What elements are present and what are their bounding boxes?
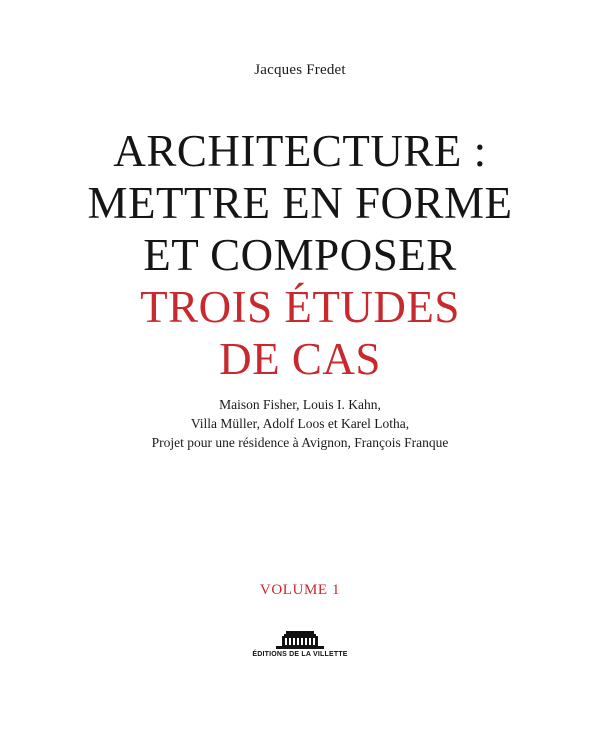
author-name: Jacques Fredet	[254, 62, 346, 78]
publisher-name: ÉDITIONS DE LA VILLETTE	[252, 651, 348, 658]
subtitle-line-3: Projet pour une résidence à Avignon, François Franque	[151, 435, 449, 450]
publisher-mark	[0, 630, 600, 658]
volume-label: VOLUME 1	[259, 582, 341, 598]
book-title	[0, 125, 600, 385]
building-facade-icon	[270, 630, 330, 650]
title-red-line-1: TROIS ÉTUDES	[140, 282, 460, 332]
title-line-3: ET COMPOSER	[143, 230, 457, 280]
title-line-2: METTRE EN FORME	[87, 178, 513, 228]
title-line-1: ARCHITECTURE :	[113, 126, 487, 176]
title-red-line-2: DE CAS	[219, 334, 381, 384]
book-subtitle	[0, 395, 600, 452]
subtitle-line-2: Villa Müller, Adolf Loos et Karel Lotha,	[190, 416, 410, 431]
subtitle-line-1: Maison Fisher, Louis I. Kahn,	[219, 397, 381, 412]
